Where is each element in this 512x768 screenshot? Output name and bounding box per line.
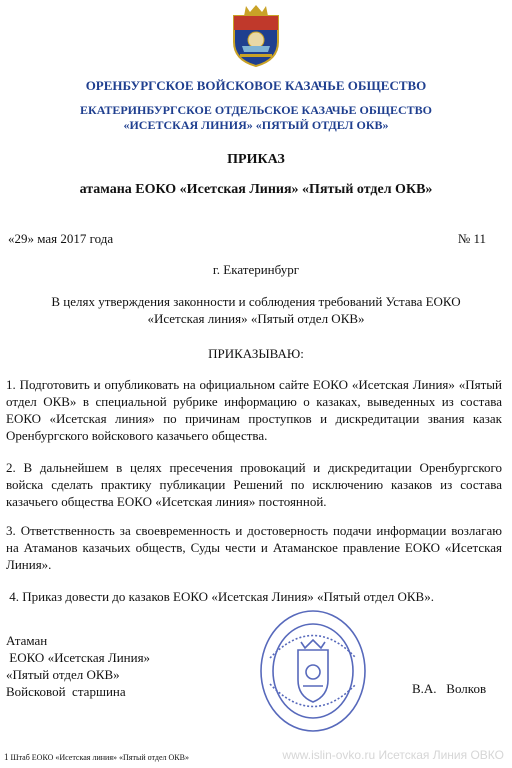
signature-line-4: Войсковой старшина [6,684,126,699]
footnote-number: 1 [4,752,9,762]
document-city: г. Екатеринбург [212,262,300,277]
signature-line-1: Атаман [6,633,48,648]
dept-name-line2: «ИСЕТСКАЯ ЛИНИЯ» «ПЯТЫЙ ОТДЕЛ ОКВ» [123,118,389,132]
document-number: № 11 [457,231,486,246]
document-subtitle: атамана ЕОКО «Исетская Линия» «Пятый отдел ОКВ» [79,182,433,197]
signature-block [6,632,150,700]
orders-heading: ПРИКАЗЫВАЮ: [208,346,304,361]
document-date: «29» мая 2017 года [8,231,114,246]
watermark-link[interactable]: www.islin-ovko.ru Исетская Линия ОВКО [282,748,504,762]
order-item-2: 2. В дальнейшем в целях пресечения провокаций и дискредитации Оренбургского войска сделать практику публикации Решений по исключению казаков из состава казачьего общества ЕОКО «Исетская линия» постоянной. [6,460,502,509]
footnote [4,752,189,762]
org-name: ОРЕНБУРГСКОЕ ВОЙСКОВОЕ КАЗАЧЬЕ ОБЩЕСТВО [85,78,427,93]
dept-name-line1: ЕКАТЕРИНБУРГСКОЕ ОТДЕЛЬСКОЕ КАЗАЧЬЕ ОБЩЕСТВО [80,103,432,117]
signature-line-3: «Пятый отдел ОКВ» [6,667,120,682]
order-item-3: 3. Ответственность за своевременность и достоверность подачи информации возлагаю на Атаманов казачьих обществ, Суды чести и Атаманское правление ЕОКО «Исетская Линия». [6,523,502,572]
order-item-1: 1. Подготовить и опубликовать на официальном сайте ЕОКО «Исетская Линия» «Пятый отдел ОКВ» в специальной рубрике информацию о казаках, выведенных из состава ЕОКО «Исетская линия» по причинам проступков и дискредитации звания казак Оренбургского войскового казачьего общества. [6,377,502,443]
signature-line-2: ЕОКО «Исетская Линия» [6,650,151,665]
purpose-statement: В целях утверждения законности и соблюдения требований Устава ЕОКО «Исетская линия» «Пятый отдел ОКВ» [51,294,461,326]
round-seal-stamp-icon [258,608,368,734]
footnote-text: Штаб ЕОКО «Исетская линия» «Пятый отдел ОКВ» [8,753,189,762]
document-title: ПРИКАЗ [227,152,285,167]
signer-name: В.А. Волков [412,681,487,696]
order-item-4: 4. Приказ довести до казаков ЕОКО «Исетская Линия» «Пятый отдел ОКВ». [6,589,434,604]
coat-of-arms-icon [224,2,288,68]
